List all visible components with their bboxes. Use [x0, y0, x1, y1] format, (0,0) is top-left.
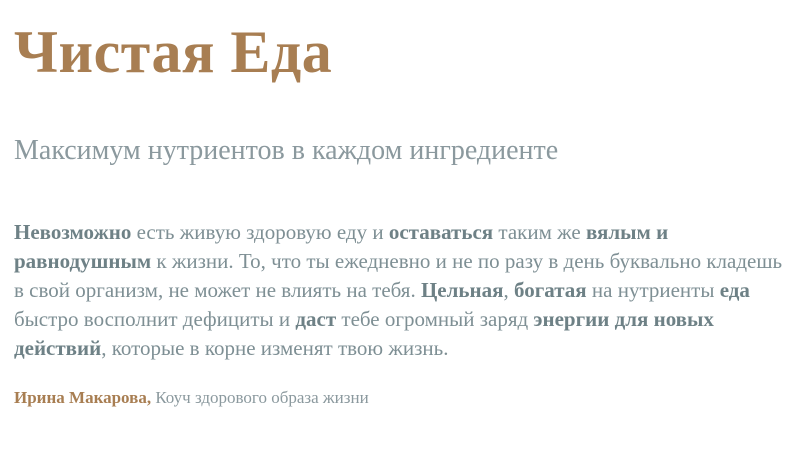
page-subtitle: Максимум нутриентов в каждом ингредиенте	[14, 135, 559, 166]
paragraph-segment: к жизни. То, что ты ежедневно и не по разу в день буквально кладешь в свой организм, не может не влиять на тебя.	[14, 249, 783, 302]
paragraph-bold-segment: энергии для новых действий	[14, 307, 714, 360]
author-role: Коуч здорового образа жизни	[151, 388, 369, 407]
paragraph-segment: ,	[503, 278, 514, 302]
paragraph-segment: таким же	[493, 220, 586, 244]
paragraph-bold-segment: еда	[719, 278, 750, 302]
paragraph-bold-segment: Цельная	[420, 278, 504, 302]
paragraph-segment: , которые в корне изменят твою жизнь.	[101, 336, 449, 360]
paragraph-segment: быстро восполнит дефициты и	[14, 307, 296, 331]
paragraph-segment: на нутриенты	[586, 278, 720, 302]
paragraph-bold-segment: даст	[295, 307, 337, 331]
paragraph-bold-segment: вялым и равнодушным	[14, 220, 669, 273]
paragraph-bold-segment: оставаться	[388, 220, 494, 244]
author-name: Ирина Макарова,	[14, 388, 152, 407]
paragraph-bold-segment: Невозможно	[14, 220, 132, 244]
paragraph-segment: есть живую здоровую еду и	[131, 220, 389, 244]
page-title: Чистая Еда	[14, 19, 333, 85]
intro-paragraph	[14, 218, 784, 363]
paragraph-segment: тебе огромный заряд	[336, 307, 534, 331]
paragraph-bold-segment: богатая	[513, 278, 587, 302]
author-attribution	[14, 387, 784, 409]
